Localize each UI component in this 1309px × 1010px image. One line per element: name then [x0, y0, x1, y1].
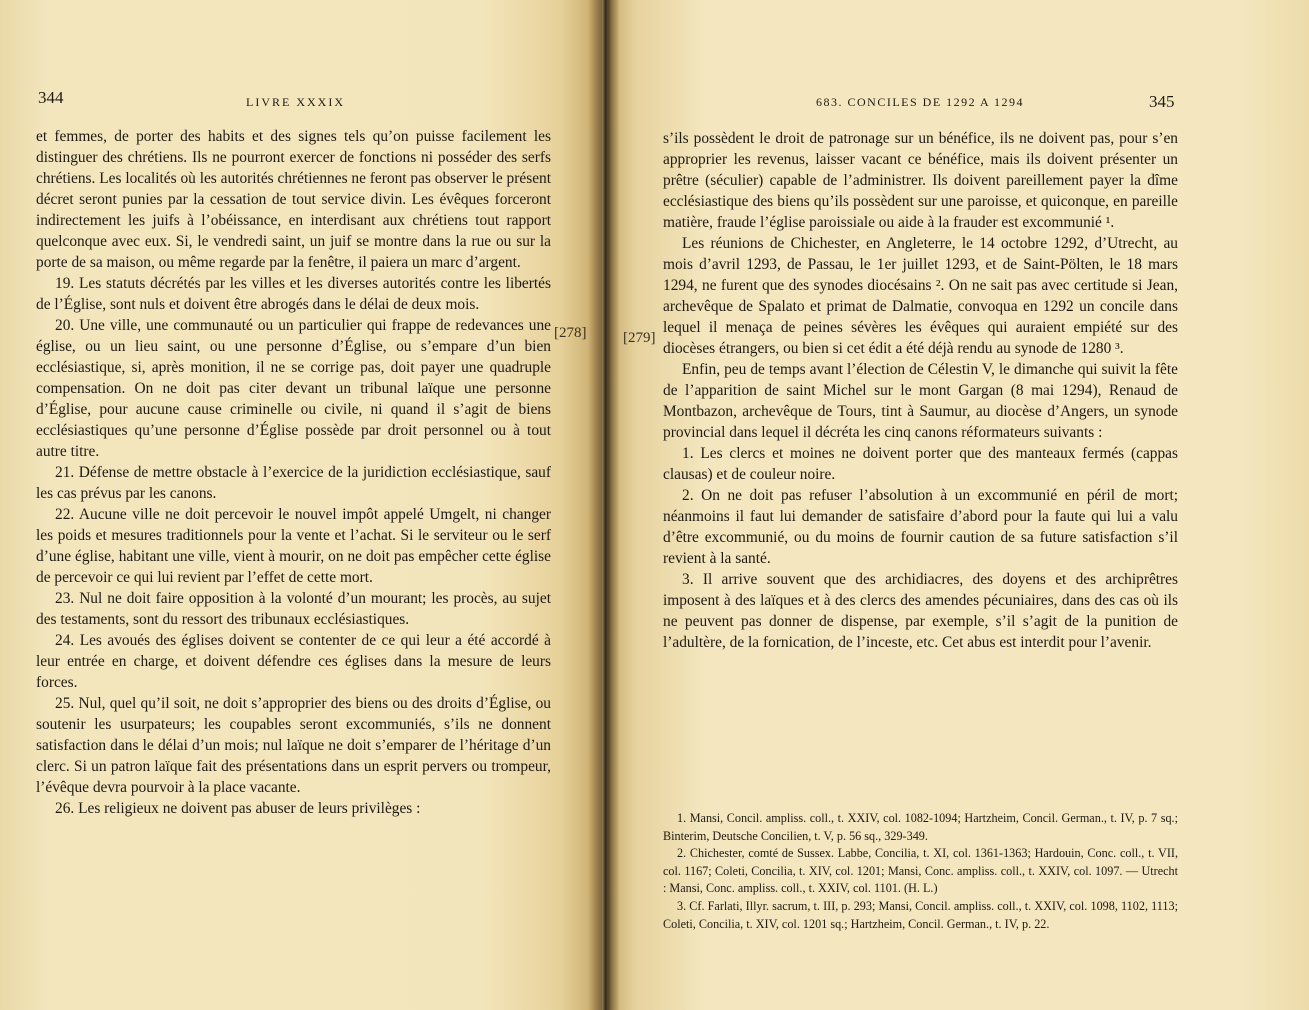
footnote: 1. Mansi, Concil. ampliss. coll., t. XXIV, col. 1082-1094; Hartzheim, Concil. German., t. IV, p. 7 sq.; Binterim, Deutsche Concilien, t. V, p. 56 sq., 329-349. [663, 811, 1178, 843]
footnote: 3. Cf. Farlati, Illyr. sacrum, t. III, p. 293; Mansi, Concil. ampliss. coll., t. XXIV, col. 1098, 1102, 1113; Coleti, Concilia, t. XIV, col. 1201 sq.; Hartzheim, Concil. German., t. IV, p. 22. [663, 898, 1178, 931]
footnote: 2. Chichester, comté de Sussex. Labbe, Concilia, t. XI, col. 1361-1363; Hardouin, Conc. coll., t. VII, col. 1167; Coleti, Concilia, t. XIV, col. 1201; Mansi, Conc. ampliss. coll., t. XXIV, col. 1097. — Utrecht : Mansi, Conc. ampliss. coll., t. XXIV, col. 1101. (H. L.) [663, 846, 1178, 896]
paragraph: 1. Les clercs et moines ne doivent porter que des manteaux fermés (cappas clausas) et de couleur noire. [663, 445, 1178, 483]
body-text [663, 128, 1178, 653]
page-number: 345 [1149, 92, 1175, 111]
right-page [608, 0, 1309, 1010]
paragraph: 19. Les statuts décrétés par les villes et les diverses autorités contre les libertés de l’Église, sont nuls et doivent être abrogés dans le délai de deux mois. [36, 275, 551, 313]
paragraph: s’ils possèdent le droit de patronage sur un bénéfice, ils ne doivent pas, pour s’en approprier les revenus, laisser vacant ce bénéfice, mais ils doivent présenter un prêtre (séculier) capable de l’administrer. Ils doivent pareillement payer la dîme ecclésiastique des biens qu’ils possèdent sur une paroisse, et quiconque, en pareille matière, fraude l’église paroissiale ou aide à la frauder est excommunié ¹. [663, 130, 1178, 231]
paragraph: 21. Défense de mettre obstacle à l’exercice de la juridiction ecclésiastique, sauf les cas prévus par les canons. [36, 464, 551, 502]
paragraph: 3. Il arrive souvent que des archidiacres, des doyens et des archiprêtres imposent à des laïques et à des clercs des amendes pécuniaires, dans des cas où ils ne peuvent pas donner de dispense, par exemple, s’il s’agit de la punition de l’adultère, de la fornication, de l’inceste, etc. Cet abus est interdit pour l’avenir. [663, 571, 1178, 651]
paragraph: 20. Une ville, une communauté ou un particulier qui frappe de redevances une église, ou un lieu saint, ou une personne d’Église, ou s’empare d’un bien ecclésiastique, si, après monition, il ne se corrige pas, doit payer une quadruple compensation. On ne doit pas citer devant un tribunal laïque une personne d’Église, pour aucune cause criminelle ou civile, ni quand il s’agit de biens ecclésiastiques qu’une personne d’Église possède par droit personnel ou à tout autre titre. [36, 317, 551, 460]
left-page [0, 0, 602, 1010]
footnotes [663, 810, 1178, 933]
paragraph: 26. Les religieux ne doivent pas abuser de leurs privilèges : [55, 800, 421, 817]
running-head: 683. CONCILES DE 1292 A 1294 [816, 95, 1025, 109]
paragraph: et femmes, de porter des habits et des signes tels qu’on puisse facilement les distinguer des chrétiens. Ils ne pourront exercer de fonctions ni posséder des serfs chrétiens. Les localités où les autorités chrétiennes ne feront pas observer le présent décret seront punies par la cessation de tout service divin. Les évêques forceront indirectement les juifs à l’obéissance, en interdisant aux chrétiens tout rapport quelconque avec eux. Si, le vendredi saint, un juif se montre dans la rue ou sur la porte de sa maison, ou même regarde par la fenêtre, il paiera un marc d’argent. [36, 128, 551, 271]
paragraph: Les réunions de Chichester, en Angleterre, le 14 octobre 1292, d’Utrecht, au mois d’avril 1293, de Passau, le 1er juillet 1293, et de Saint-Pölten, le 18 mars 1294, ne furent que des synodes diocésains ². On ne sait pas avec certitude si Jean, archevêque de Spalato et primat de Dalmatie, convoqua en 1292 un concile dans lequel il menaça de peines sévères les évêques qui auraient empiété sur des diocèses étrangers, ou bien si cet édit a été déjà rendu au synode de 1280 ³. [663, 235, 1178, 357]
paragraph: 23. Nul ne doit faire opposition à la volonté d’un mourant; les procès, au sujet des testaments, sont du ressort des tribunaux ecclésiastiques. [36, 590, 551, 628]
book-gutter [588, 0, 620, 1010]
margin-reference: [278] [554, 325, 587, 341]
paragraph: 22. Aucune ville ne doit percevoir le nouvel impôt appelé Umgelt, ni changer les poids et mesures traditionnels pour la vente et l’achat. Si le serviteur ou le serf d’une église, habitant une ville, vient à mourir, on ne doit pas empêcher cette église de percevoir ce qui lui revient par l’effet de cette mort. [36, 506, 551, 586]
body-text [36, 126, 551, 819]
margin-reference: [279] [623, 330, 656, 346]
paragraph: 2. On ne doit pas refuser l’absolution à un excommunié en péril de mort; néanmoins il faut lui demander de satisfaire d’abord pour la faute qui lui a valu d’être excommunié, ou du moins de fournir caution de sa future satisfaction s’il revient à la santé. [663, 487, 1178, 567]
paragraph: Enfin, peu de temps avant l’élection de Célestin V, le dimanche qui suivit la fête de l’apparition de saint Michel sur le mont Gargan (8 mai 1294), Renaud de Montbazon, archevêque de Tours, tint à Saumur, au diocèse d’Angers, un synode provincial dans lequel il décréta les cinq canons réformateurs suivants : [663, 361, 1178, 441]
running-head: LIVRE XXXIX [246, 95, 345, 109]
paragraph: 24. Les avoués des églises doivent se contenter de ce qui leur a été accordé à leur entrée en charge, et doivent défendre ces églises dans la mesure de leurs forces. [36, 632, 551, 691]
paragraph: 25. Nul, quel qu’il soit, ne doit s’approprier des biens ou des droits d’Église, ou soutenir les usurpateurs; les coupables seront excommuniés, s’ils ne donnent satisfaction dans le délai d’un mois; nul laïque ne doit s’emparer de l’héritage d’un clerc. Si un patron laïque fait des présentations dans un esprit pervers ou trompeur, l’évêque devra pourvoir à la place vacante. [36, 695, 551, 796]
page-number: 344 [38, 88, 64, 107]
